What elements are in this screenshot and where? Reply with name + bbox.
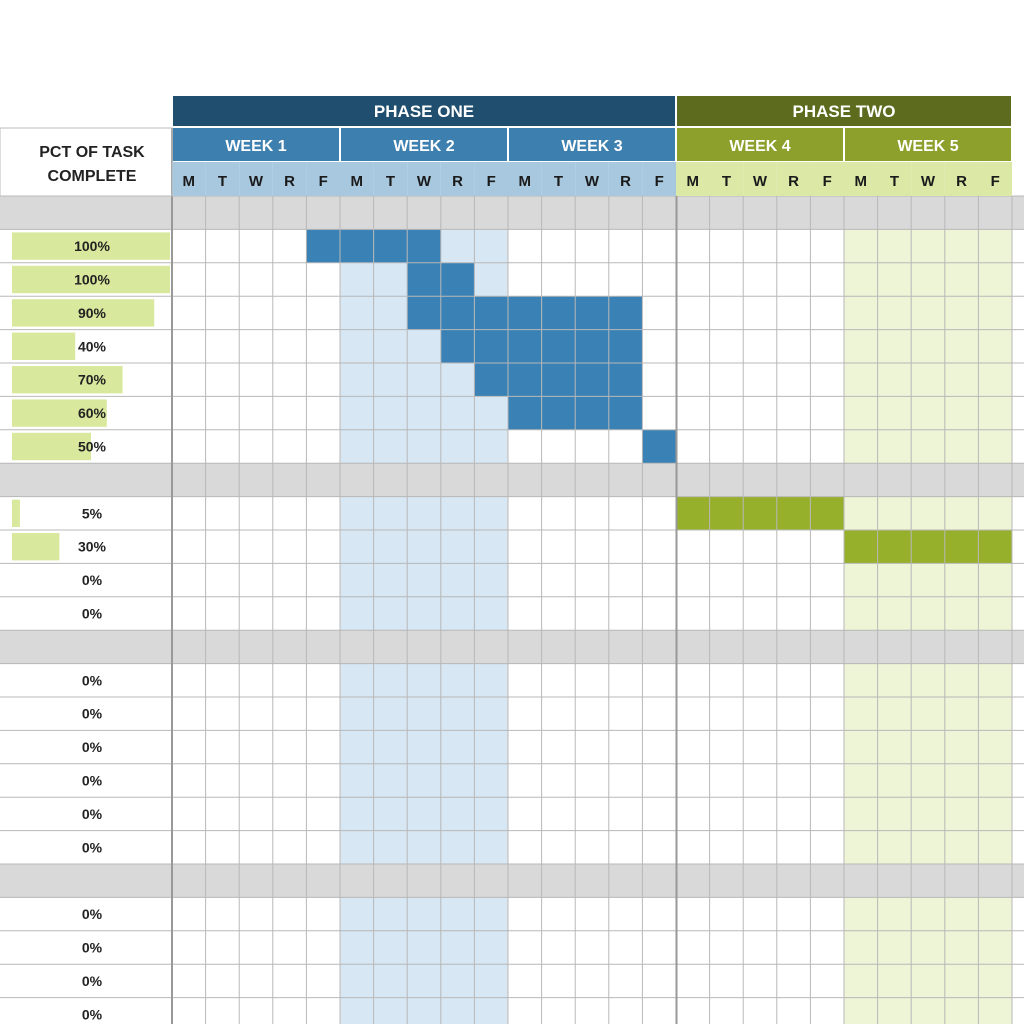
pct-label-7: 50% xyxy=(77,438,107,455)
day-header-label: F xyxy=(318,173,328,190)
day-header-label: R xyxy=(956,173,968,190)
task-bar-3 xyxy=(407,296,642,329)
day-header-label: M xyxy=(182,173,196,190)
day-header-label: W xyxy=(584,173,600,190)
pct-header-line1: PCT OF TASK xyxy=(39,144,145,161)
pct-bar-10 xyxy=(12,533,59,560)
phase-header-label-1: PHASE ONE xyxy=(373,102,475,121)
pct-label-12: 0% xyxy=(81,605,103,622)
task-bar-5 xyxy=(474,363,642,396)
day-header-label: F xyxy=(486,173,496,190)
pct-label-14: 0% xyxy=(81,672,103,689)
day-header-label: W xyxy=(752,173,768,190)
week-header-label-3: WEEK 3 xyxy=(561,138,623,155)
week-header-label-4: WEEK 4 xyxy=(729,138,791,155)
section-row xyxy=(0,463,1024,496)
pct-label-22: 0% xyxy=(81,939,103,956)
task-bar-9 xyxy=(676,497,844,530)
pct-label-15: 0% xyxy=(81,705,103,722)
pct-label-1: 100% xyxy=(74,238,110,255)
pct-header-line2: COMPLETE xyxy=(47,168,137,185)
day-header-label: R xyxy=(452,173,464,190)
day-header-label: W xyxy=(416,173,432,190)
pct-bar-9 xyxy=(12,500,20,527)
pct-label-10: 30% xyxy=(77,538,107,555)
pct-label-17: 0% xyxy=(81,772,103,789)
pct-label-9: 5% xyxy=(81,505,103,522)
phase-header-label-2: PHASE TWO xyxy=(792,102,896,121)
pct-label-11: 0% xyxy=(81,572,103,589)
week-header-label-5: WEEK 5 xyxy=(897,138,959,155)
pct-label-18: 0% xyxy=(81,805,103,822)
task-bar-10 xyxy=(844,530,1012,563)
pct-label-23: 0% xyxy=(81,972,103,989)
day-header-label: F xyxy=(654,173,664,190)
pct-label-19: 0% xyxy=(81,839,103,856)
pct-label-2: 100% xyxy=(74,271,110,288)
day-header-label: R xyxy=(788,173,800,190)
day-header-label: T xyxy=(217,173,227,190)
day-header-label: M xyxy=(686,173,700,190)
header-layer xyxy=(0,96,1012,196)
pct-bar-4 xyxy=(12,333,75,360)
pct-label-24: 0% xyxy=(81,1006,103,1023)
day-header-label: W xyxy=(248,173,264,190)
day-header-label: R xyxy=(284,173,296,190)
day-header-label: T xyxy=(889,173,899,190)
day-header-label: F xyxy=(990,173,1000,190)
pct-label-6: 60% xyxy=(77,405,107,422)
day-header-label: T xyxy=(553,173,563,190)
pct-label-5: 70% xyxy=(77,371,107,388)
day-header-label: W xyxy=(920,173,936,190)
section-row xyxy=(0,864,1024,897)
section-row xyxy=(0,196,1024,229)
day-header-label: M xyxy=(350,173,364,190)
day-header-label: M xyxy=(854,173,868,190)
pct-label-3: 90% xyxy=(77,304,107,321)
pct-label-16: 0% xyxy=(81,739,103,756)
week-header-label-2: WEEK 2 xyxy=(393,138,455,155)
day-header-label: F xyxy=(822,173,832,190)
week-shade-5 xyxy=(844,196,1012,1024)
day-header-label: R xyxy=(620,173,632,190)
pct-label-21: 0% xyxy=(81,906,103,923)
day-header-label: T xyxy=(385,173,395,190)
week-header-label-1: WEEK 1 xyxy=(225,138,287,155)
task-bar-7 xyxy=(642,430,676,463)
pct-label-4: 40% xyxy=(77,338,107,355)
pct-header-box xyxy=(0,128,172,196)
day-header-label: M xyxy=(518,173,532,190)
day-header-label: T xyxy=(721,173,731,190)
section-row xyxy=(0,630,1024,663)
